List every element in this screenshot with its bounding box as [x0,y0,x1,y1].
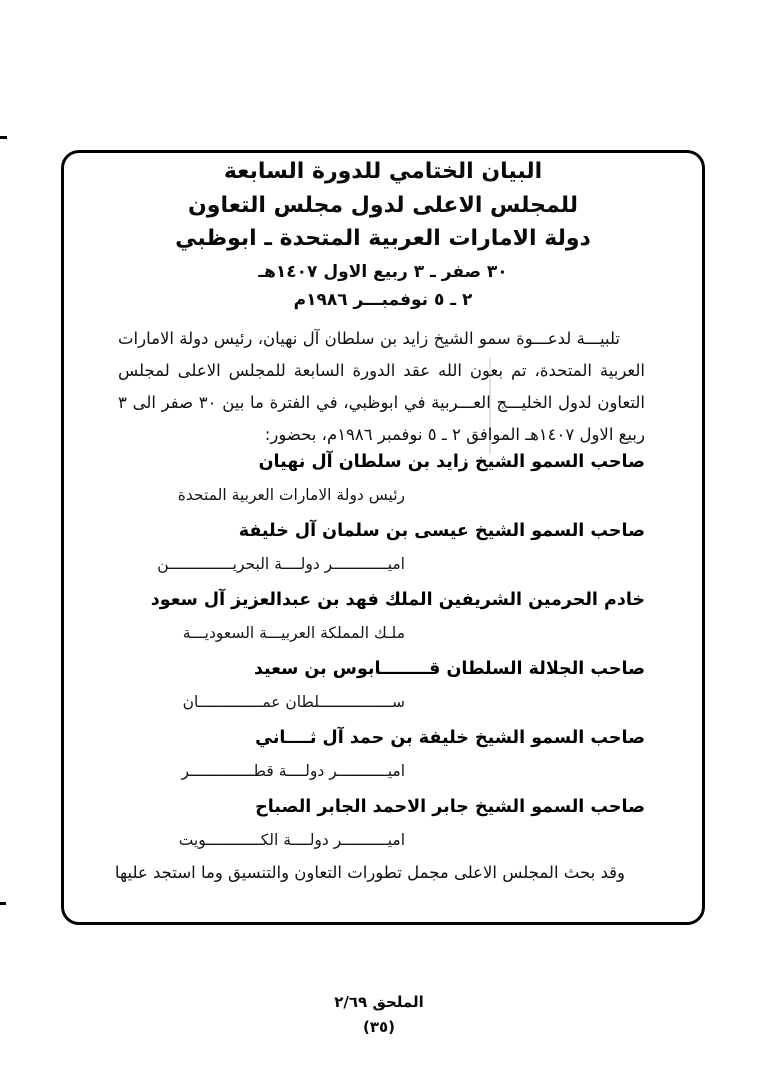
scan-edge-mark-bottom [0,902,6,905]
header-gregorian-date: ٢ ـ ٥ نوفمبـــر ١٩٨٦م [293,290,473,310]
attendees-list [118,450,645,864]
attendee-name: صاحب السمو الشيخ جابر الاحمد الجابر الصباح [255,797,645,817]
closing-paragraph: وقد بحث المجلس الاعلى مجمل تطورات التعاون والتنسيق وما استجد عليها [114,863,625,882]
attendee-name: صاحب السمو الشيخ عيسى بن سلمان آل خليفة [238,521,645,541]
attendee-name: صاحب الجلالة السلطان قــــــــابوس بن سعيد [253,659,645,679]
header-hijri-date: ٣٠ صفر ـ ٣ ربيع الاول ١٤٠٧هـ [258,262,508,282]
header-location-line: دولة الامارات العربية المتحدة ـ ابوظبي [175,226,591,251]
attendee-title: رئيس دولة الامارات العربية المتحدة [177,486,405,504]
intro-paragraph: تلبيـــة لدعـــوة سمو الشيخ زايد بن سلطان آل نهيان، رئيس دولة الامارات العربية المتحدة، تم بعون الله عقد الدورة السابعة للمجلس الاعلى لمجلس التعاون لدول الخليـــج العـــربية في ابوظبي، في الفترة ما بين ٣٠ صفر الى ٣ ربيع الاول ١٤٠٧هـ الموافق ٢ ـ ٥ نوفمبر ١٩٨٦م، بحضور: [118,329,646,444]
attendee-title: اميــــــــــــر دولــــة البحريــــــــــــــن [157,555,405,573]
attendee-name: خادم الحرمين الشريفين الملك فهد بن عبدالعزيز آل سعود [150,590,645,610]
scan-edge-mark-top [0,136,7,139]
attendee-entry [118,519,645,575]
attendee-title: اميــــــــــر دولــــة الكــــــــــــويت [178,831,405,849]
scan-crease-line [489,358,491,454]
attendee-title: اميـــــــــــر دولــــة قطــــــــــــــر [181,762,405,780]
attendee-entry [118,795,645,851]
attendee-name: صاحب السمو الشيخ خليفة بن حمد آل ثــــاني [255,728,645,748]
attendee-entry [118,588,645,644]
attendee-name: صاحب السمو الشيخ زايد بن سلطان آل نهيان [258,452,645,472]
attendee-title: ســــــــــــــــلطان عمــــــــــــــان [182,693,405,711]
footer-annex-label: الملحق ٢/٦٩ [334,993,424,1011]
header-title-line1: البيان الختامي للدورة السابعة [223,159,543,184]
attendee-title: ملـك المملكة العربيـــة السعوديـــة [182,624,405,642]
footer-page-number: (٣٥) [362,1018,396,1036]
attendee-entry [118,726,645,782]
attendee-entry [118,450,645,506]
header-title-line2: للمجلس الاعلى لدول مجلس التعاون [188,193,578,218]
attendee-entry [118,657,645,713]
